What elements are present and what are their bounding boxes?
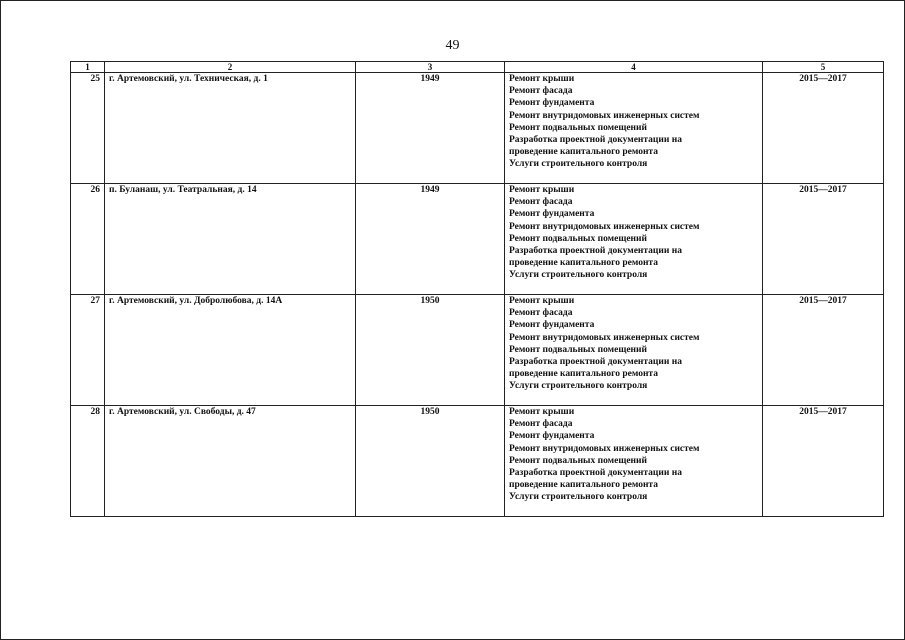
row-period: 2015—2017 <box>763 73 884 184</box>
column-header-5: 5 <box>763 62 884 73</box>
work-item: Ремонт внутридомовых инженерных систем <box>509 443 700 454</box>
work-item: Ремонт фундамента <box>509 320 595 331</box>
work-item: Ремонт крыши <box>509 185 575 195</box>
row-works-list <box>505 406 763 517</box>
row-number: 25 <box>71 73 105 184</box>
row-works-list <box>505 73 763 184</box>
work-item: Услуги строительного контроля <box>509 270 648 281</box>
table-header-row <box>71 62 884 73</box>
row-period: 2015—2017 <box>763 184 884 295</box>
row-number: 27 <box>71 295 105 406</box>
column-header-2: 2 <box>105 62 356 73</box>
work-item: Разработка проектной документации на <box>509 246 682 257</box>
row-works-list <box>505 295 763 406</box>
row-address: п. Буланаш, ул. Театральная, д. 14 <box>105 184 356 295</box>
work-item: Услуги строительного контроля <box>509 159 648 170</box>
row-period: 2015—2017 <box>763 406 884 517</box>
row-address: г. Артемовский, ул. Добролюбова, д. 14А <box>105 295 356 406</box>
work-item: проведение капитального ремонта <box>509 258 658 269</box>
column-header-1: 1 <box>71 62 105 73</box>
column-header-3: 3 <box>356 62 505 73</box>
work-item: Ремонт фасада <box>509 86 573 97</box>
work-item: Ремонт подвальных помещений <box>509 122 647 133</box>
work-item: Ремонт крыши <box>509 407 575 417</box>
row-number: 26 <box>71 184 105 295</box>
row-year: 1949 <box>356 184 505 295</box>
table-row <box>71 184 884 295</box>
work-item: Разработка проектной документации на <box>509 468 682 479</box>
row-year: 1950 <box>356 406 505 517</box>
row-works-list <box>505 184 763 295</box>
work-item: Ремонт фасада <box>509 419 573 430</box>
table-row <box>71 73 884 184</box>
work-item: Разработка проектной документации на <box>509 357 682 368</box>
page-number: 49 <box>445 38 460 53</box>
work-item: Ремонт фасада <box>509 197 573 208</box>
work-item: Ремонт фундамента <box>509 98 595 109</box>
work-item: Ремонт подвальных помещений <box>509 233 647 244</box>
work-item: Ремонт фундамента <box>509 209 595 220</box>
work-item: Ремонт внутридомовых инженерных систем <box>509 332 700 343</box>
work-item: Ремонт фундамента <box>509 431 595 442</box>
row-number: 28 <box>71 406 105 517</box>
work-item: Ремонт внутридомовых инженерных систем <box>509 110 700 121</box>
work-item: Разработка проектной документации на <box>509 135 682 146</box>
row-address: г. Артемовский, ул. Техническая, д. 1 <box>105 73 356 184</box>
column-header-4: 4 <box>505 62 763 73</box>
work-item: Ремонт крыши <box>509 74 575 84</box>
repair-schedule-table <box>70 61 884 517</box>
table-row <box>71 295 884 406</box>
work-item: проведение капитального ремонта <box>509 147 658 158</box>
work-item: Услуги строительного контроля <box>509 492 648 503</box>
work-item: Ремонт крыши <box>509 296 575 306</box>
work-item: Услуги строительного контроля <box>509 381 648 392</box>
row-address: г. Артемовский, ул. Свободы, д. 47 <box>105 406 356 517</box>
row-year: 1950 <box>356 295 505 406</box>
work-item: Ремонт подвальных помещений <box>509 455 647 466</box>
row-period: 2015—2017 <box>763 295 884 406</box>
work-item: Ремонт внутридомовых инженерных систем <box>509 221 700 232</box>
work-item: проведение капитального ремонта <box>509 480 658 491</box>
work-item: Ремонт фасада <box>509 308 573 319</box>
table-row <box>71 406 884 517</box>
work-item: проведение капитального ремонта <box>509 369 658 380</box>
table-body <box>71 73 884 517</box>
row-year: 1949 <box>356 73 505 184</box>
work-item: Ремонт подвальных помещений <box>509 344 647 355</box>
